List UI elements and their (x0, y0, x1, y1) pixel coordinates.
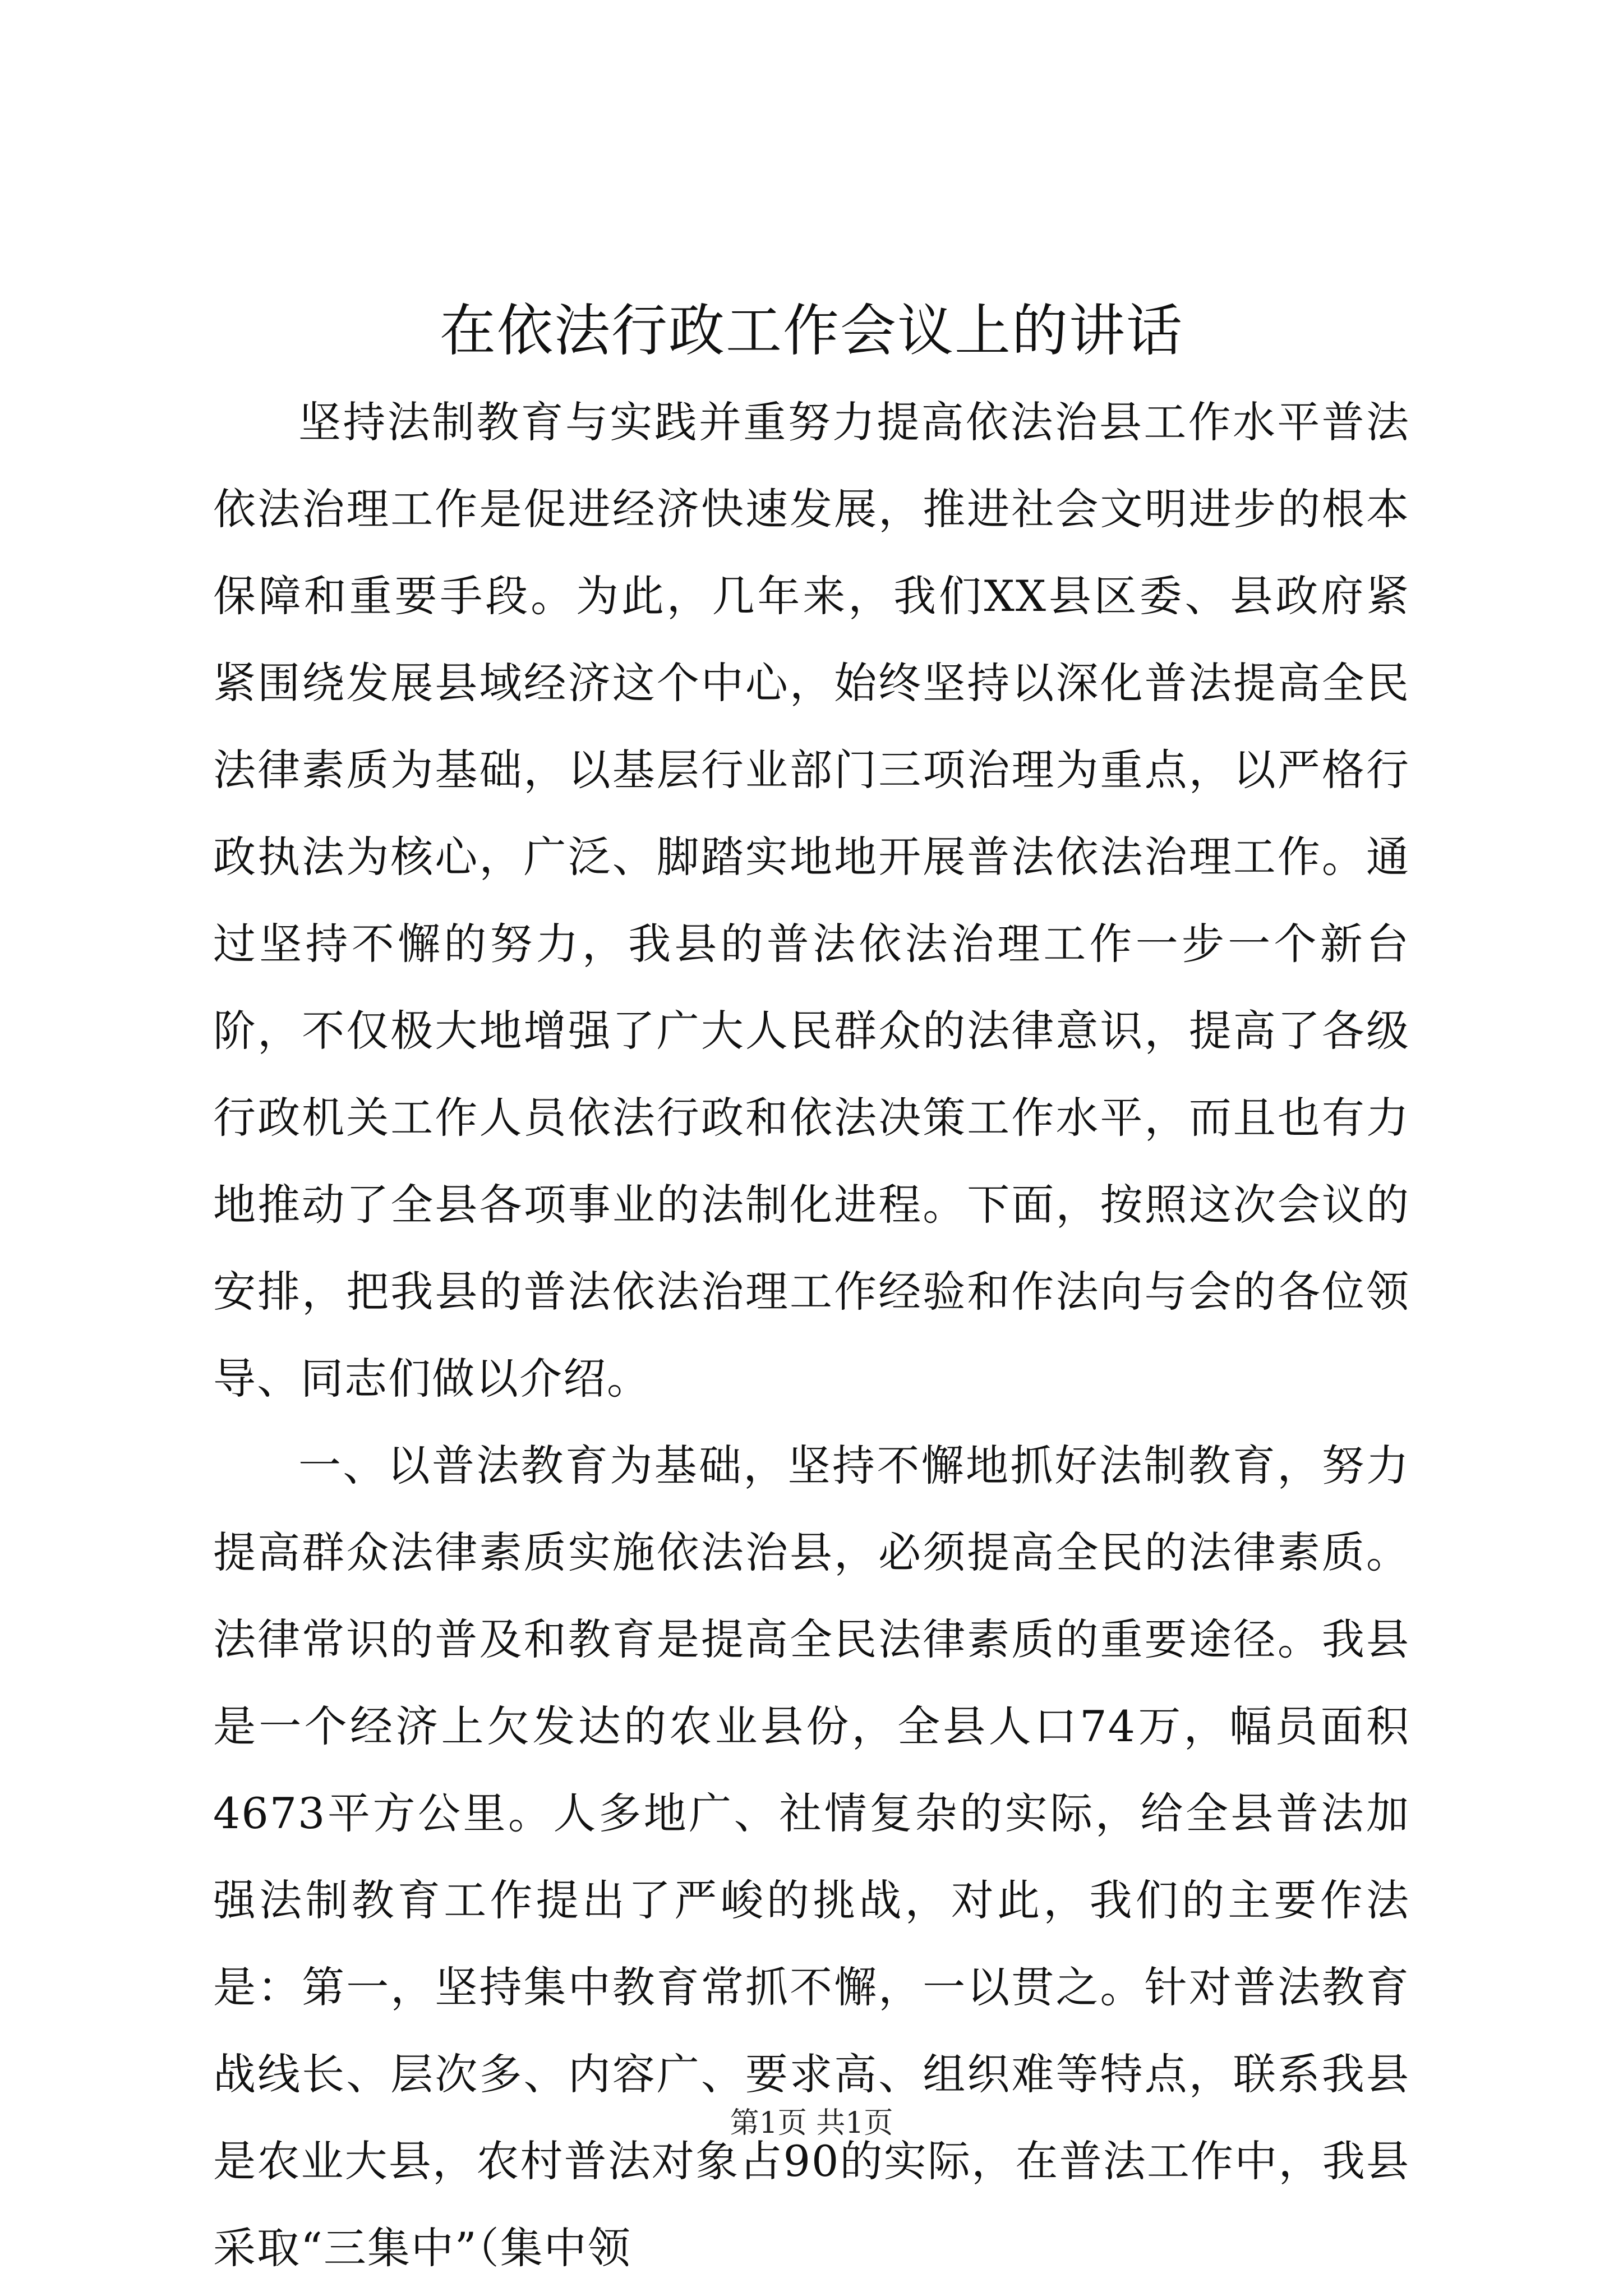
paragraph-section-one: 一、以普法教育为基础，坚持不懈地抓好法制教育，努力提高群众法律素质实施依法治县，必须提高全民的法律素质。法律常识的普及和教育是提高全民法律素质的重要途径。我县是一个经济上欠发达的农业县份，全县人口74万，幅员面积4673平方公里。人多地广、社情复杂的实际，给全县普法加强法制教育工作提出了严峻的挑战，对此，我们的主要作法是：第一，坚持集中教育常抓不懈，一以贯之。针对普法教育战线长、层次多、内容广、要求高、组织难等特点，联系我县是农业大县，农村普法对象占90的实际，在普法工作中，我县采取“三集中”（集中领 (213, 1441, 1410, 2273)
paragraph-intro: 坚持法制教育与实践并重努力提高依法治县工作水平普法依法治理工作是促进经济快速发展，推进社会文明进步的根本保障和重要手段。为此，几年来，我们XX县区委、县政府紧紧围绕发展县域经济这个中心，始终坚持以深化普法提高全民法律素质为基础，以基层行业部门三项治理为重点，以严格行政执法为核心，广泛、脚踏实地地开展普法依法治理工作。通过坚持不懈的努力，我县的普法依法治理工作一步一个新台阶，不仅极大地增强了广大人民群众的法律意识，提高了各级行政机关工作人员依法行政和依法决策工作水平，而且也有力地推动了全县各项事业的法制化进程。下面，按照这次会议的安排，把我县的普法依法治理工作经验和作法向与会的各位领导、同志们做以介绍。 (213, 397, 1410, 1404)
document-title: 在依法行政工作会议上的讲话 (440, 298, 1183, 364)
page-number-footer: 第1页 共1页 (730, 2106, 893, 2140)
document-body (213, 379, 1410, 2292)
